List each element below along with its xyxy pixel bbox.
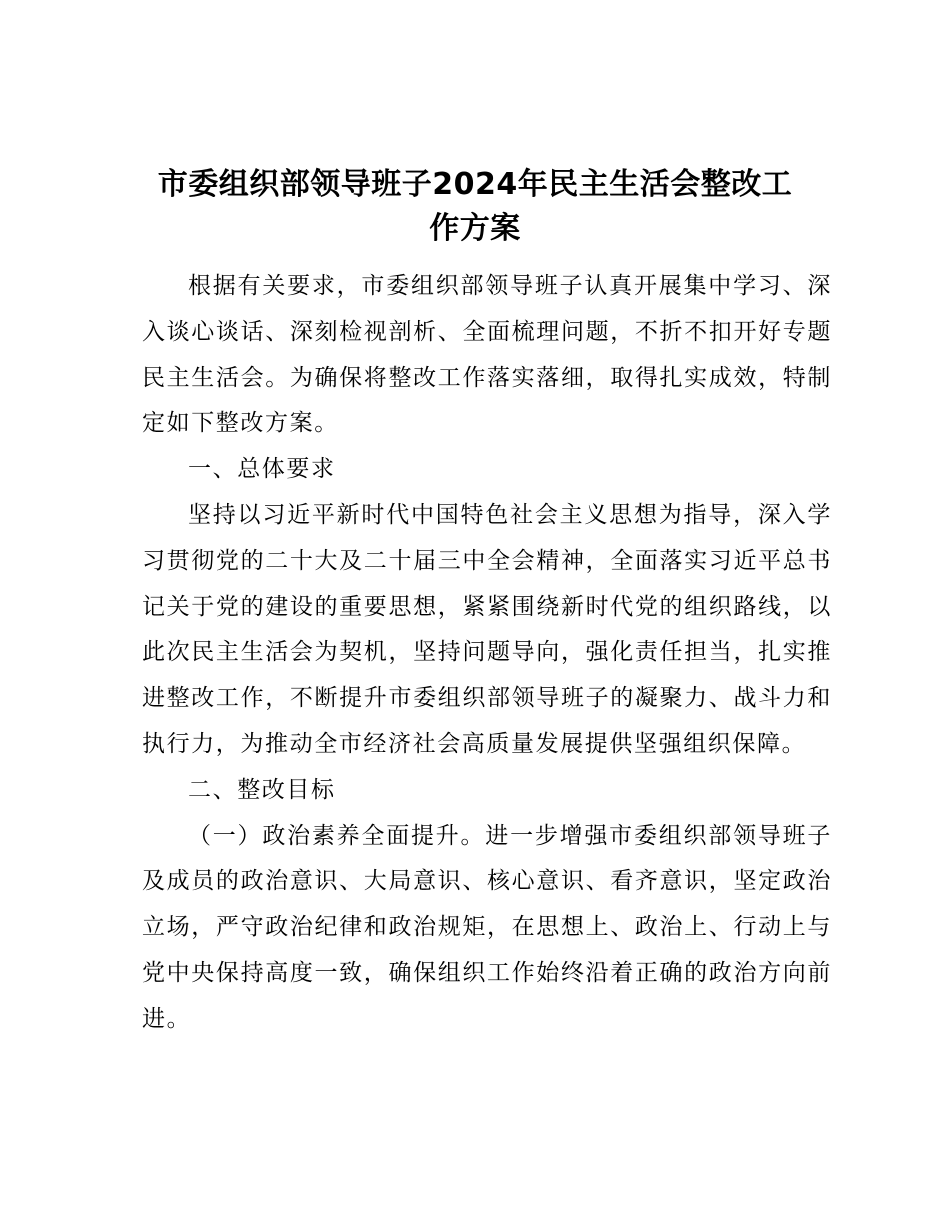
goal-1-paragraph: （一）政治素养全面提升。进一步增强市委组织部领导班子及成员的政治意识、大局意识、核心意识、看齐意识，坚定政治立场，严守政治纪律和政治规矩，在思想上、政治上、行动上与党中央保持高度一致，确保组织工作始终沿着正确的政治方向前进。 [142,822,832,1032]
document-body [142,264,832,1043]
overall-requirements-paragraph: 坚持以习近平新时代中国特色社会主义思想为指导，深入学习贯彻党的二十大及二十届三中全会精神，全面落实习近平总书记关于党的建设的重要思想，紧紧围绕新时代党的组织路线，以此次民主生活会为契机，坚持问题导向，强化责任担当，扎实推进整改工作，不断提升市委组织部领导班子的凝聚力、战斗力和执行力，为推动全市经济社会高质量发展提供坚强组织保障。 [142,501,832,757]
title-line-1: 市委组织部领导班子2024年民主生活会整改工 [157,167,793,202]
title-line-2: 作方案 [429,211,521,246]
document-title [140,163,810,251]
section-heading-overall-requirements: 一、总体要求 [188,456,336,483]
section-heading-rectification-goals: 二、整改目标 [188,776,336,803]
intro-paragraph: 根据有关要求，市委组织部领导班子认真开展集中学习、深入谈心谈话、深刻检视剖析、全面梳理问题，不折不扣开好专题民主生活会。为确保将整改工作落实落细，取得扎实成效，特制定如下整改方案。 [142,273,832,437]
